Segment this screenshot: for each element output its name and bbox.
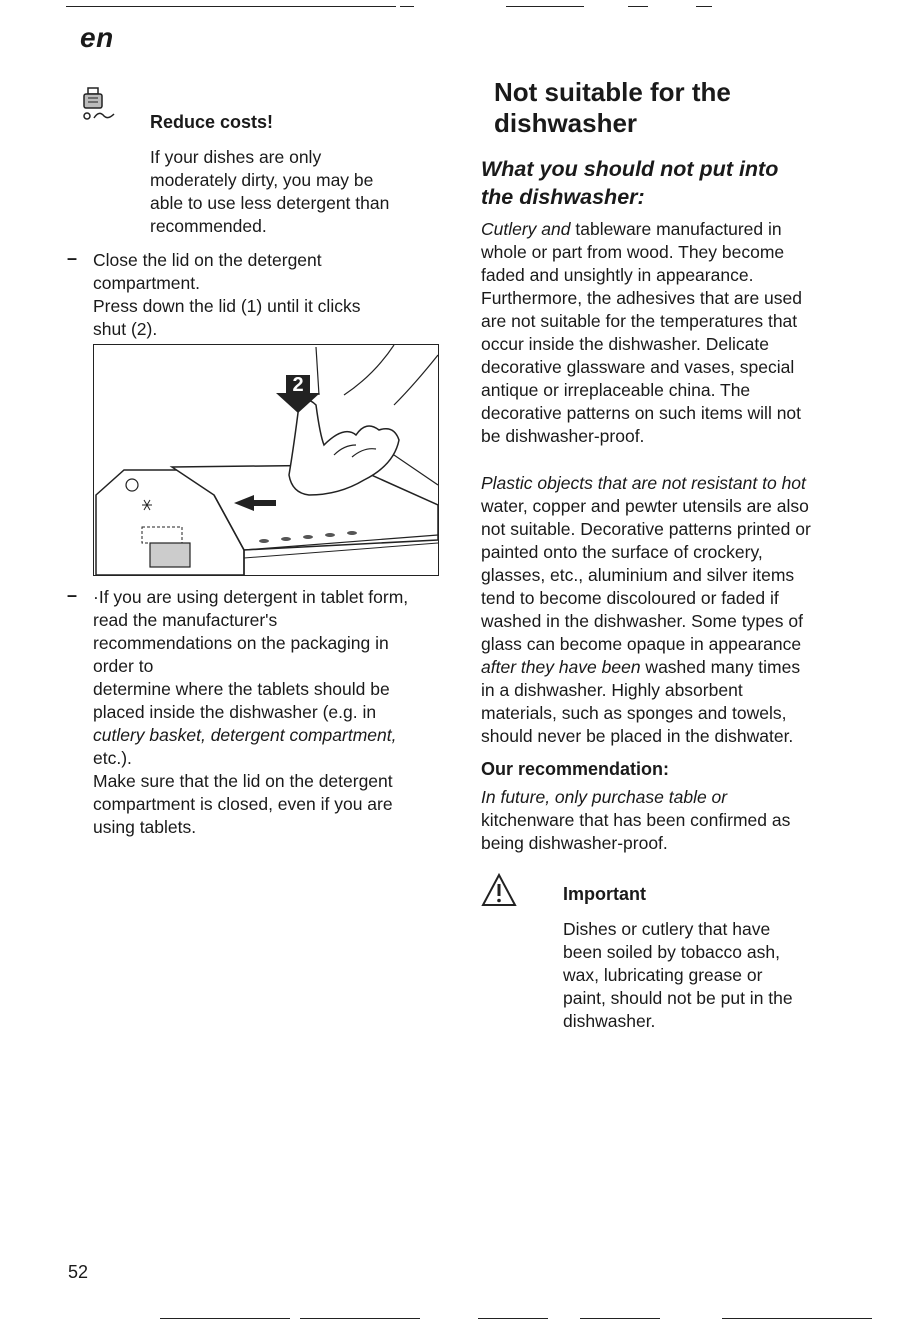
section-subtitle: What you should not put into the dishwasher: bbox=[481, 157, 779, 209]
bottom-rule bbox=[160, 1318, 290, 1319]
tip-heading: Reduce costs! bbox=[150, 112, 274, 132]
list-bullet: – bbox=[67, 248, 78, 268]
top-rule-dash bbox=[696, 6, 712, 7]
top-rule-right bbox=[506, 6, 584, 7]
language-code: en bbox=[80, 22, 114, 53]
top-rule-dash bbox=[400, 6, 414, 7]
warning-triangle-icon bbox=[481, 873, 517, 907]
page-number: 52 bbox=[68, 1262, 89, 1282]
bottom-rule bbox=[580, 1318, 660, 1319]
recommendation-text: In future, only purchase table or kitchenware that has been confirmed as being dishwasher-proof. bbox=[481, 787, 791, 853]
section-title: Not suitable for the dishwasher bbox=[494, 77, 731, 138]
bottom-rule bbox=[300, 1318, 420, 1319]
recommendation-heading: Our recommendation: bbox=[481, 759, 670, 779]
bottom-rule bbox=[722, 1318, 872, 1319]
list-bullet: – bbox=[67, 585, 78, 605]
top-rule bbox=[66, 6, 396, 7]
plastic-metal-paragraph: Plastic objects that are not resistant to hot water, copper and pewter utensils are also not suitable. Decorative patterns printed or painted onto the surface of crockery, glasses, etc., aluminium and silver items tend to become discoloured or faded if washed in the dishwasher. Some types of glass can become opaque in appearance after they have been washed many times in a dishwasher. Highly absorbent materials, such as sponges and towels, should never be placed in the dishwater. bbox=[481, 473, 811, 746]
bottom-rule bbox=[478, 1318, 548, 1319]
top-rule-dash bbox=[628, 6, 648, 7]
detergent-lid-illustration bbox=[93, 344, 439, 576]
cost-saving-tip-icon bbox=[78, 86, 122, 126]
important-text: Dishes or cutlery that have been soiled by tobacco ash, wax, lubricating grease or paint, should not be put in the dishwasher. bbox=[563, 919, 793, 1031]
step-tablet-detergent: ·If you are using detergent in tablet form, read the manufacturer's recommendations on the packaging in order to determine where the tablets should be placed inside the dishwasher (e.g. in cutlery basket, detergent compartment, etc.). Make sure that the lid on the detergent compartment is closed, even if you are using tablets. bbox=[93, 587, 409, 837]
figure-callout-2: 2 bbox=[292, 374, 304, 396]
important-heading: Important bbox=[563, 884, 646, 904]
step-close-lid: Close the lid on the detergent compartment. Press down the lid (1) until it clicks shut (2). bbox=[93, 250, 361, 339]
wood-glass-paragraph: Cutlery and tableware manufactured in whole or part from wood. They become faded and unsightly in appearance. Furthermore, the adhesives that are used are not suitable for the temperatures that occur inside the dishwasher. Delicate decorative glassware and vases, special antique or irreplaceable china. The decorative patterns on such items will not be dishwasher-proof. bbox=[481, 219, 803, 446]
tip-text: If your dishes are only moderately dirty, you may be able to use less detergent than recommended. bbox=[150, 147, 390, 236]
